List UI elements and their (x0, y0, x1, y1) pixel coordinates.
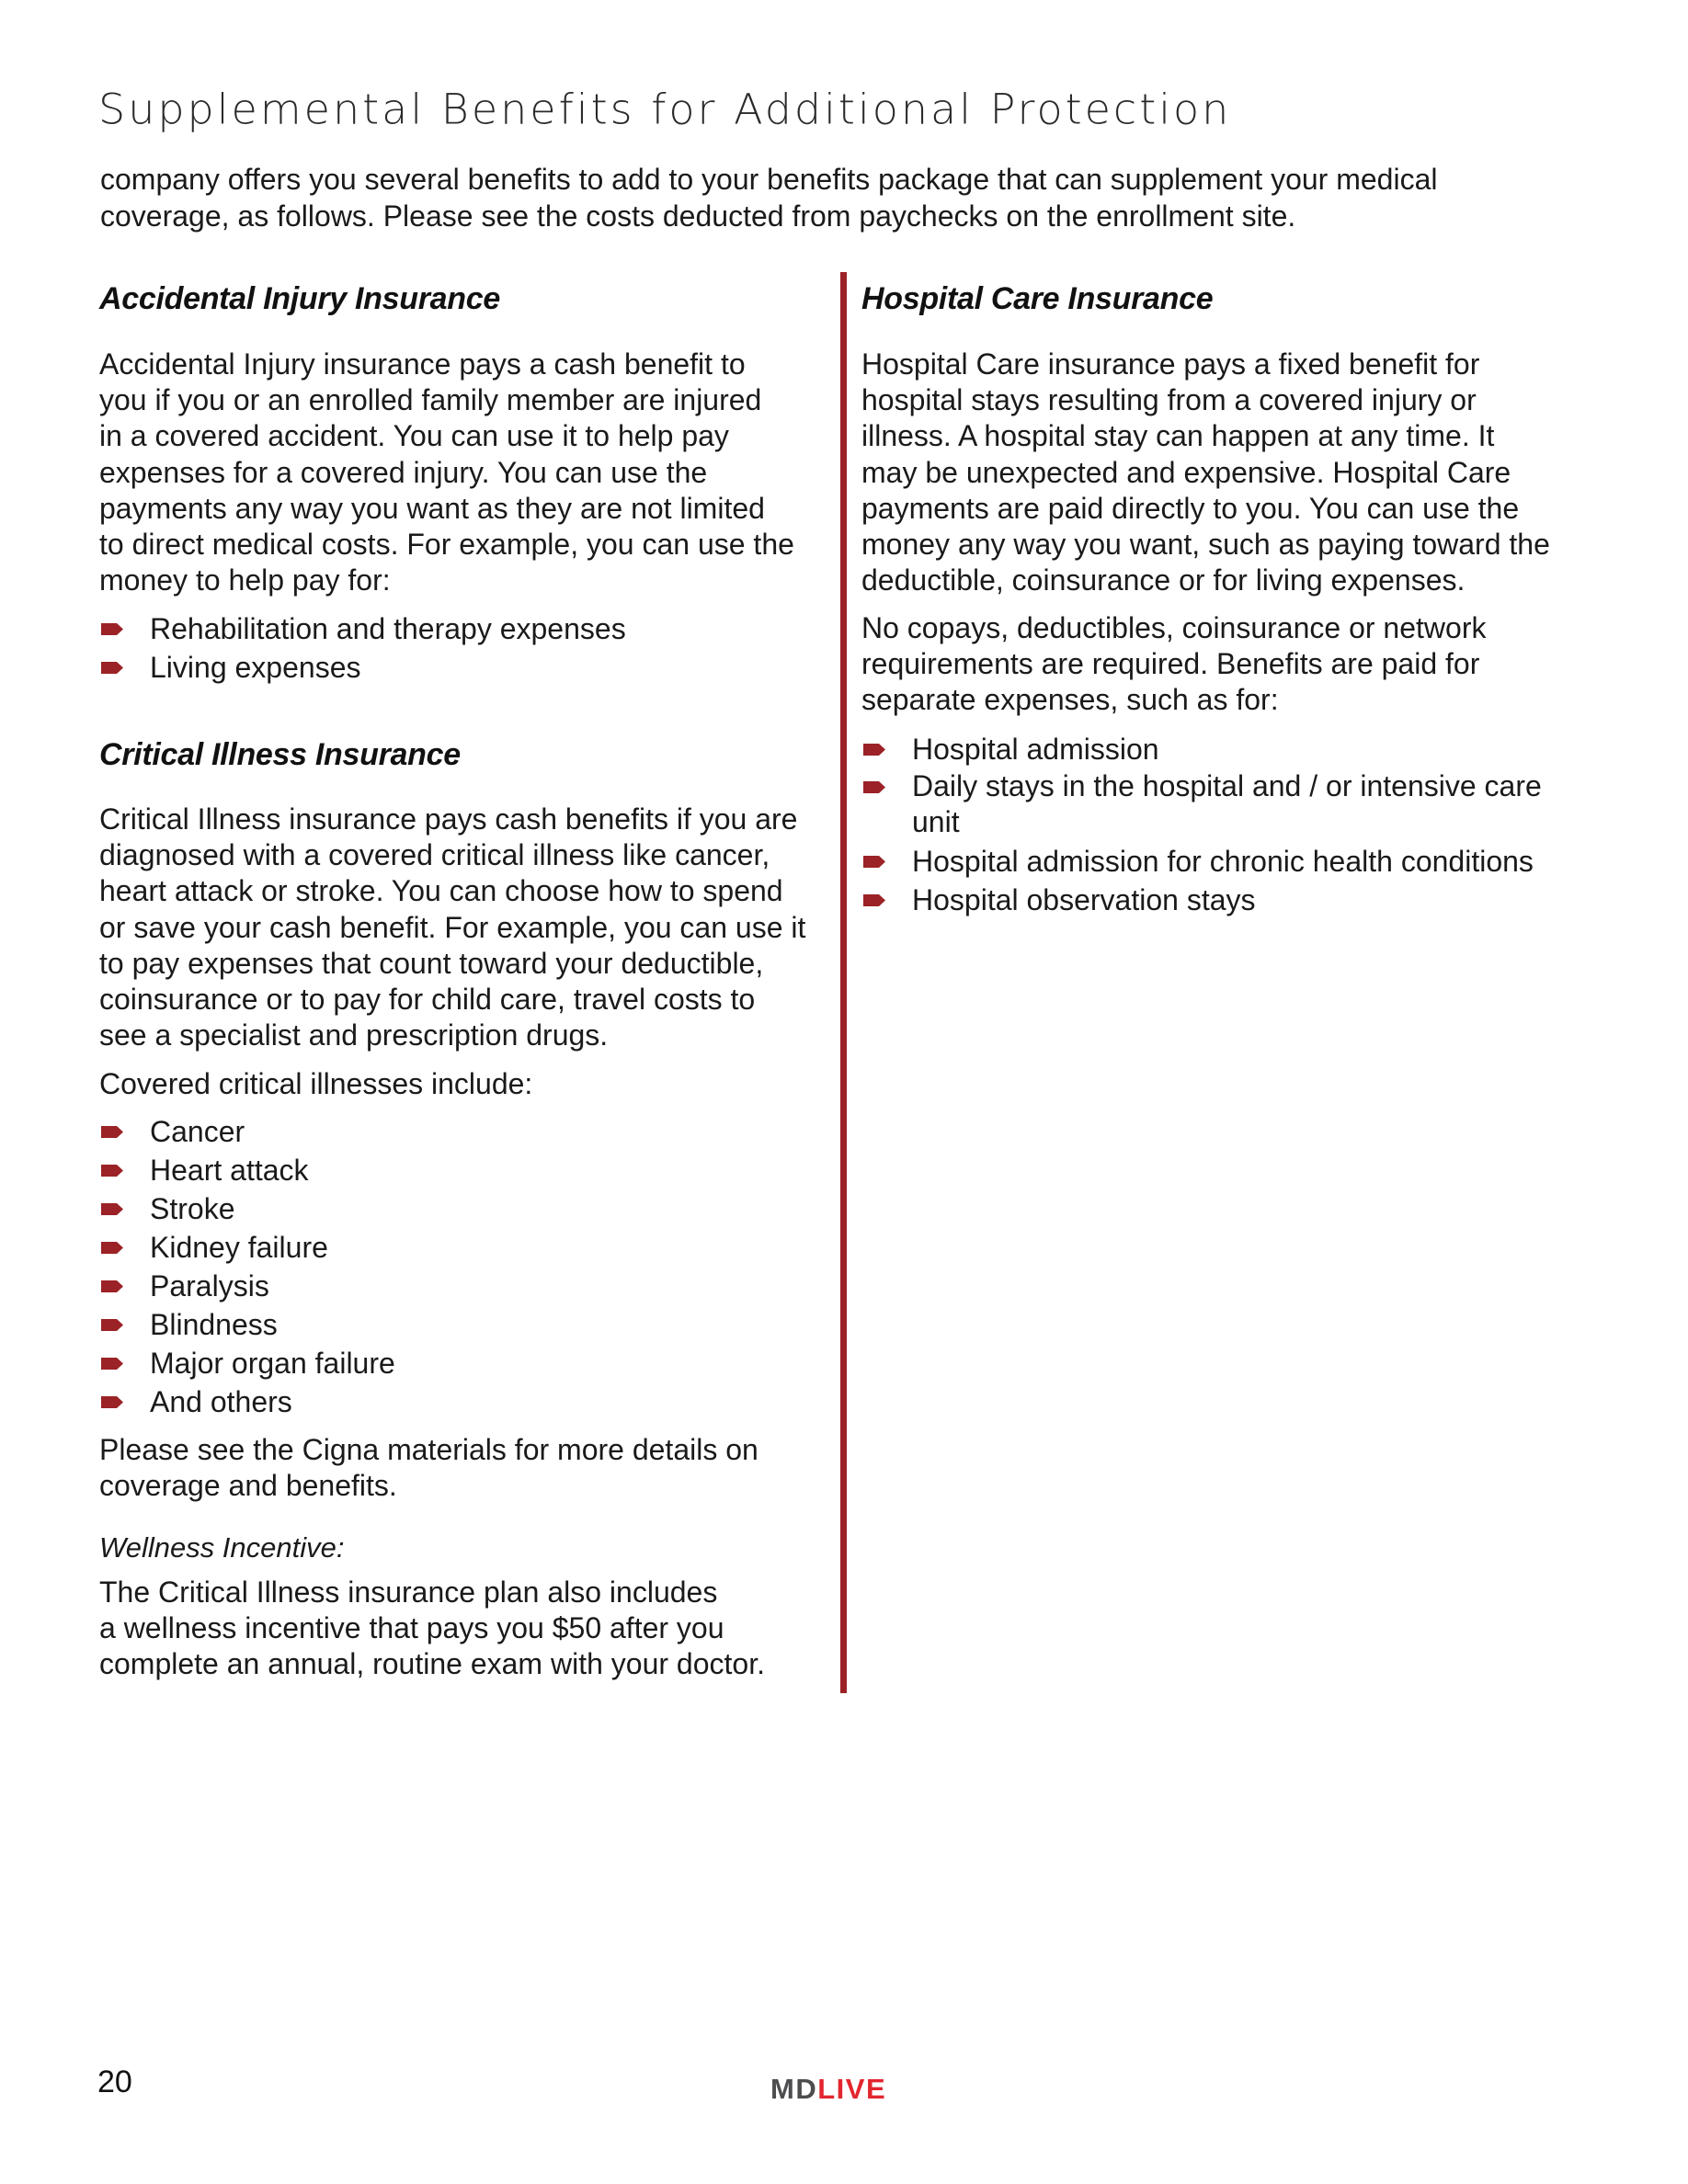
arrow-bullet-icon (101, 1165, 123, 1177)
list-item (101, 1344, 395, 1382)
accidental-injury-paragraph (99, 347, 794, 598)
list-item (101, 1112, 395, 1151)
list-item-text: Kidney failure (150, 1231, 328, 1264)
list-item (863, 881, 1542, 919)
list-item-text: Major organ failure (150, 1347, 395, 1380)
list-item (101, 1228, 395, 1267)
arrow-bullet-icon (101, 1203, 123, 1215)
accidental-injury-bullet-list (101, 609, 626, 687)
arrow-bullet-icon (101, 1396, 123, 1408)
paragraph-line: or save your cash benefit. For example, you can use it (99, 910, 806, 944)
list-item-text: Rehabilitation and therapy expenses (150, 612, 626, 645)
list-item-text: Hospital observation stays (912, 883, 1256, 916)
logo-part-md: MD (770, 2073, 818, 2105)
arrow-bullet-icon (863, 744, 885, 756)
list-item-text: Daily stays in the hospital and / or intensive care (912, 769, 1542, 802)
paragraph-line: may be unexpected and expensive. Hospital Care (861, 455, 1511, 489)
accidental-injury-heading: Accidental Injury Insurance (99, 281, 500, 316)
arrow-bullet-icon (101, 1242, 123, 1254)
list-item (101, 648, 626, 687)
paragraph-line: separate expenses, such as for: (861, 683, 1279, 717)
paragraph-line: Accidental Injury insurance pays a cash benefit to (99, 347, 746, 381)
list-item (101, 1151, 395, 1189)
list-item (101, 1305, 395, 1344)
intro-line: company offers you several benefits to add to your benefits package that can supplement your medical (100, 163, 1438, 196)
arrow-bullet-icon (101, 1319, 123, 1331)
list-item-text: Hospital admission (912, 733, 1159, 766)
paragraph-line: to direct medical costs. For example, you can use the (99, 528, 794, 562)
page-title: Supplemental Benefits for Additional Protection (98, 85, 1232, 134)
paragraph-line: coverage and benefits. (99, 1469, 397, 1503)
intro-line: coverage, as follows. Please see the costs deducted from paychecks on the enrollment site. (100, 199, 1296, 233)
paragraph-line: coinsurance or to pay for child care, travel costs to (99, 983, 756, 1017)
list-item (101, 1189, 395, 1228)
list-item-text: unit (912, 805, 960, 838)
paragraph-line: No copays, deductibles, coinsurance or network (861, 611, 1487, 644)
paragraph-line: you if you or an enrolled family member are injured (99, 383, 762, 417)
covered-illnesses-bullet-list (101, 1112, 395, 1421)
arrow-bullet-icon (863, 894, 885, 906)
list-item-text: Living expenses (150, 651, 361, 684)
critical-illness-paragraph (99, 802, 805, 1053)
list-item (101, 609, 626, 648)
page-number: 20 (97, 2065, 132, 2099)
wellness-incentive-heading: Wellness Incentive: (99, 1531, 345, 1564)
paragraph-line: The Critical Illness insurance plan also includes (99, 1575, 718, 1609)
paragraph-line: hospital stays resulting from a covered injury or (861, 383, 1477, 417)
paragraph-line: Critical Illness insurance pays cash benefits if you are (99, 802, 798, 836)
list-item-text: Paralysis (150, 1269, 269, 1302)
paragraph-line: payments any way you want as they are not limited (99, 491, 765, 525)
list-item-text: Heart attack (150, 1154, 309, 1187)
wellness-incentive-paragraph (99, 1575, 765, 1683)
cigna-note-paragraph (99, 1432, 758, 1504)
mdlive-logo (770, 2073, 886, 2106)
hospital-care-paragraph-2 (861, 610, 1486, 719)
paragraph-line: payments are paid directly to you. You can use the (861, 491, 1520, 525)
paragraph-line: see a specialist and prescription drugs. (99, 1018, 609, 1052)
hospital-care-bullet-list (863, 730, 1542, 919)
list-item-text: Blindness (150, 1308, 278, 1341)
paragraph-line: in a covered accident. You can use it to help pay (99, 419, 729, 453)
list-item (863, 768, 1542, 840)
arrow-bullet-icon (101, 662, 123, 674)
list-item (863, 730, 1542, 768)
paragraph-line: expenses for a covered injury. You can use the (99, 455, 708, 489)
critical-illness-heading: Critical Illness Insurance (99, 737, 461, 772)
paragraph-line: deductible, coinsurance or for living expenses. (861, 563, 1466, 597)
logo-part-live: LIVE (817, 2073, 887, 2105)
arrow-bullet-icon (863, 856, 885, 868)
intro-paragraph (100, 161, 1608, 234)
paragraph-line: diagnosed with a covered critical illness like cancer, (99, 838, 770, 872)
list-item-text: Stroke (150, 1192, 235, 1225)
list-item (863, 842, 1542, 881)
arrow-bullet-icon (101, 623, 123, 635)
list-item-text: And others (150, 1385, 292, 1418)
paragraph-line: money to help pay for: (99, 563, 391, 597)
list-item (101, 1267, 395, 1305)
paragraph-line: complete an annual, routine exam with your doctor. (99, 1647, 765, 1681)
paragraph-line: illness. A hospital stay can happen at any time. It (861, 419, 1495, 453)
paragraph-line: money any way you want, such as paying toward the (861, 528, 1550, 562)
paragraph-line: heart attack or stroke. You can choose how to spend (99, 874, 783, 908)
paragraph-line: a wellness incentive that pays you $50 after you (99, 1611, 724, 1645)
hospital-care-heading: Hospital Care Insurance (861, 281, 1214, 316)
list-item-text: Hospital admission for chronic health conditions (912, 845, 1534, 878)
column-divider (840, 272, 847, 1693)
paragraph-line: Hospital Care insurance pays a fixed benefit for (861, 347, 1480, 381)
arrow-bullet-icon (101, 1280, 123, 1292)
arrow-bullet-icon (101, 1358, 123, 1370)
covered-illnesses-intro: Covered critical illnesses include: (99, 1067, 533, 1100)
paragraph-line: requirements are required. Benefits are paid for (861, 647, 1480, 681)
arrow-bullet-icon (863, 781, 885, 793)
list-item (101, 1382, 395, 1421)
paragraph-line: Please see the Cigna materials for more details on (99, 1433, 758, 1466)
paragraph-line: to pay expenses that count toward your deductible, (99, 946, 764, 980)
list-item-text: Cancer (150, 1115, 245, 1148)
arrow-bullet-icon (101, 1126, 123, 1138)
hospital-care-paragraph (861, 347, 1550, 598)
